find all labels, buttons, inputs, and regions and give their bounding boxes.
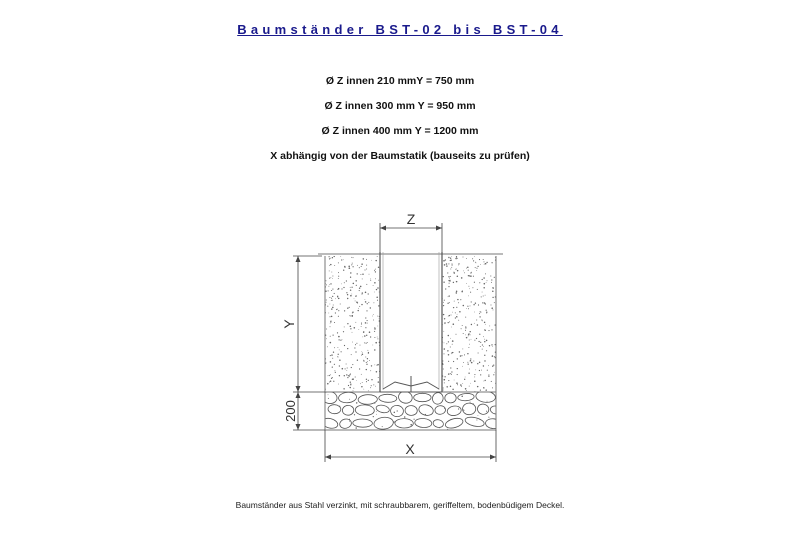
- dimension-z: [380, 211, 442, 252]
- drawing-caption: Baumständer aus Stahl verzinkt, mit schraubbarem, geriffeltem, bodenbüdigem Deckel.: [235, 500, 565, 510]
- spec-line-3: Ø Z innen 400 mm Y = 1200 mm: [321, 125, 479, 137]
- dim-y-label: Y: [281, 319, 297, 329]
- dimension-x: [325, 430, 496, 462]
- steel-sleeve: [380, 252, 442, 392]
- dim-base-label: 200: [283, 400, 298, 422]
- concrete-fill-right: [441, 256, 496, 393]
- dim-x-label: X: [405, 441, 415, 457]
- dimension-base: [283, 392, 325, 430]
- drawing-title: Baumständer BST-02 bis BST-04: [237, 22, 563, 37]
- dim-z-label: Z: [406, 211, 416, 227]
- spec-line-2: Ø Z innen 300 mm Y = 950 mm: [324, 100, 476, 112]
- concrete-fill-left: [324, 255, 380, 392]
- gravel-bed: [321, 390, 515, 430]
- spec-line-1: Ø Z innen 210 mmY = 750 mm: [325, 75, 475, 87]
- dimension-y: [281, 256, 325, 392]
- spec-line-4: X abhängig von der Baumstatik (bauseits zu prüfen): [270, 150, 530, 162]
